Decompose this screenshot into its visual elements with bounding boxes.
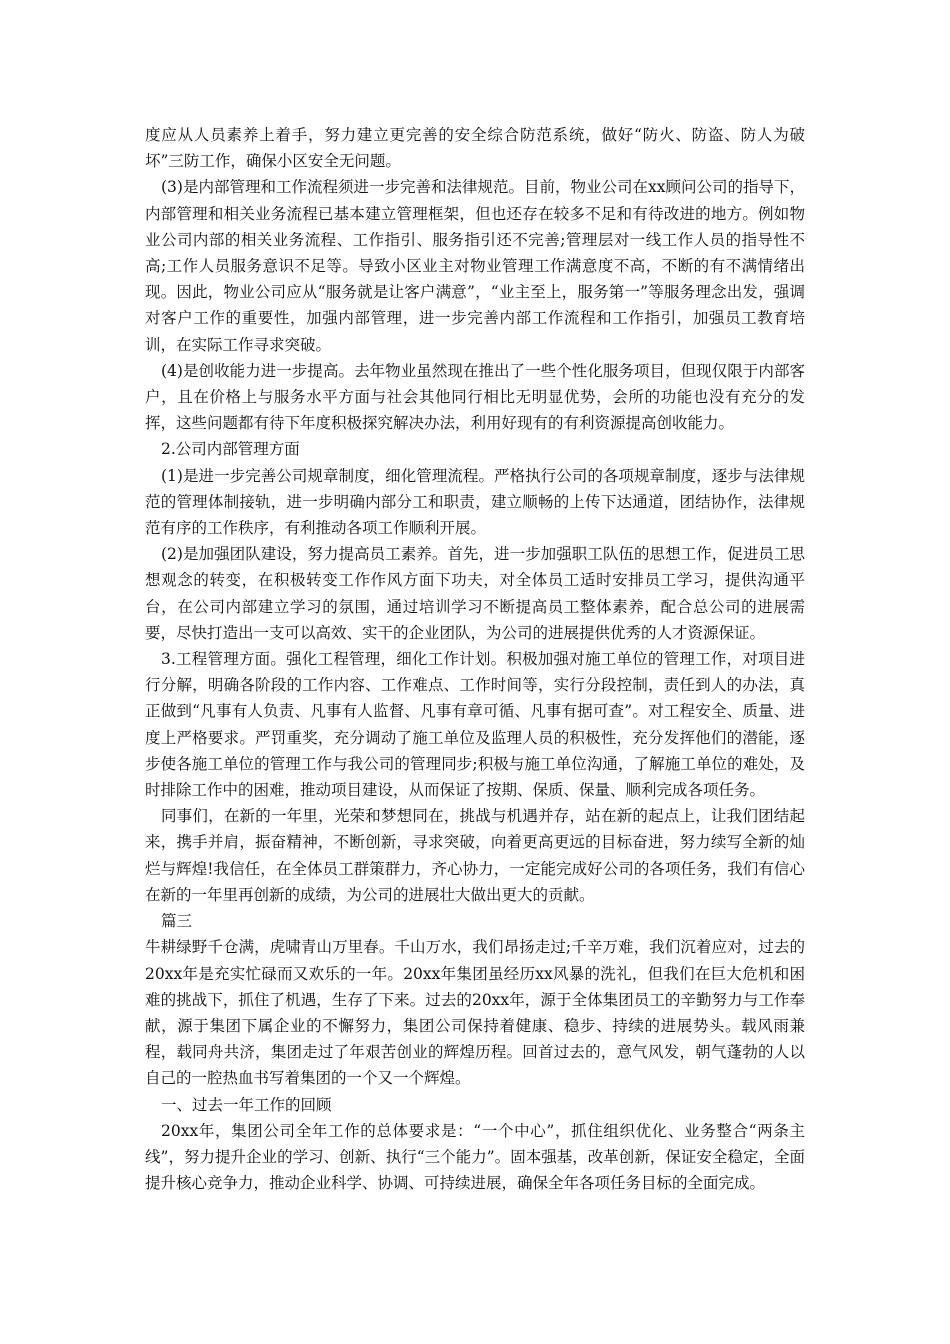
section-heading-internal-management: 2.公司内部管理方面 — [161, 440, 300, 459]
paragraph-8: 同事们，在新的一年里，光荣和梦想同在，挑战与机遇并存，站在新的起点上，让我们团结起来，携手并肩，振奋精神，不断创新，寻求突破，向着更高更远的目标奋进，努力续写全新的灿烂与辉煌!我信任，在全体员工群策群力，齐心协力，一定能完成好公司的各项任务，我们有信心在新的一年里再创新的成绩，为公司的进展壮大做出更大的贡献。 — [145, 807, 805, 904]
paragraph-10: 牛耕绿野千仓满，虎啸青山万里春。千山万水，我们昂扬走过;千辛万难，我们沉着应对，过去的20xx年是充实忙碌而又欢乐的一年。20xx年集团虽经历xx风暴的洗礼，但我们在巨大危机和困难的挑战下，抓住了机遇，生存了下来。过去的20xx年，源于全体集团员工的辛勤努力与工作奉献，源于集团下属企业的不懈努力，集团公司保持着健康、稳步、持续的进展势头。载风雨兼程，载同舟共济，集团走过了年艰苦创业的辉煌历程。回首过去的，意气风发，朝气蓬勃的人以自己的一腔热血书写着集团的一个又一个辉煌。 — [145, 938, 805, 1088]
paragraph-3: (4)是创收能力进一步提高。去年物业虽然现在推出了一些个性化服务项目，但现仅限于内部客户，且在价格上与服务水平方面与社会其他同行相比无明显优势，会所的功能也没有充分的发挥，这些问题都有待下年度积极探究解决办法，利用好现有的有利资源提高创收能力。 — [145, 361, 805, 433]
paragraph-5: (1)是进一步完善公司规章制度，细化管理流程。严格执行公司的各项规章制度，逐步与法律规范的管理体制接轨，进一步明确内部分工和职责，建立顺畅的上传下达通道，团结协作，法律规范有序的工作秩序，有利推动各项工作顺利开展。 — [145, 466, 805, 538]
section-heading-part-three: 篇三 — [161, 912, 193, 931]
section-heading-review: 一、过去一年工作的回顾 — [161, 1095, 332, 1114]
paragraph-7: 3.工程管理方面。强化工程管理，细化工作计划。积极加强对施工单位的管理工作，对项目进行分解，明确各阶段的工作内容、工作难点、工作时间等，实行分段控制，责任到人的办法，真正做到“凡事有人负责、凡事有人监督、凡事有章可循、凡事有据可查”。对工程安全、质量、进度上严格要求。严罚重奖，充分调动了施工单位及监理人员的积极性，充分发挥他们的潜能，逐步使各施工单位的管理工作与我公司的管理同步;积极与施工单位沟通，了解施工单位的难处，及时排除工作中的困难，推动项目建设，从而保证了按期、保质、保量、顺利完成各项任务。 — [145, 650, 805, 800]
paragraph-1: 度应从人员素养上着手，努力建立更完善的安全综合防范系统，做好“防火、防盗、防人为破坏”三防工作，确保小区安全无问题。 — [145, 126, 805, 171]
paragraph-2: (3)是内部管理和工作流程须进一步完善和法律规范。目前，物业公司在xx顾问公司的指导下，内部管理和相关业务流程已基本建立管理框架，但也还存在较多不足和有待改进的地方。例如物业公司内部的相关业务流程、工作指引、服务指引还不完善;管理层对一线工作人员的指导性不高;工作人员服务意识不足等。导致小区业主对物业管理工作满意度不高，不断的有不满情绪出现。因此，物业公司应从“服务就是让客户满意”，“业主至上，服务第一”等服务理念出发，强调对客户工作的重要性，加强内部管理，进一步完善内部工作流程和工作指引，加强员工教育培训，在实际工作寻求突破。 — [145, 178, 805, 354]
paragraph-12: 20xx年，集团公司全年工作的总体要求是：“一个中心”，抓住组织优化、业务整合“两条主线”，努力提升企业的学习、创新、执行“三个能力”。固本强基，改革创新，保证安全稳定，全面提升核心竞争力，推动企业科学、协调、可持续进展，确保全年各项任务目标的全面完成。 — [145, 1121, 805, 1193]
paragraph-6: (2)是加强团队建设，努力提高员工素养。首先，进一步加强职工队伍的思想工作，促进员工思想观念的转变，在积极转变工作作风方面下功夫，对全体员工适时安排员工学习，提供沟通平台，在公司内部建立学习的氛围，通过培训学习不断提高员工整体素养，配合总公司的进展需要，尽快打造出一支可以高效、实干的企业团队，为公司的进展提供优秀的人才资源保证。 — [145, 545, 805, 642]
document-page — [145, 122, 805, 1196]
